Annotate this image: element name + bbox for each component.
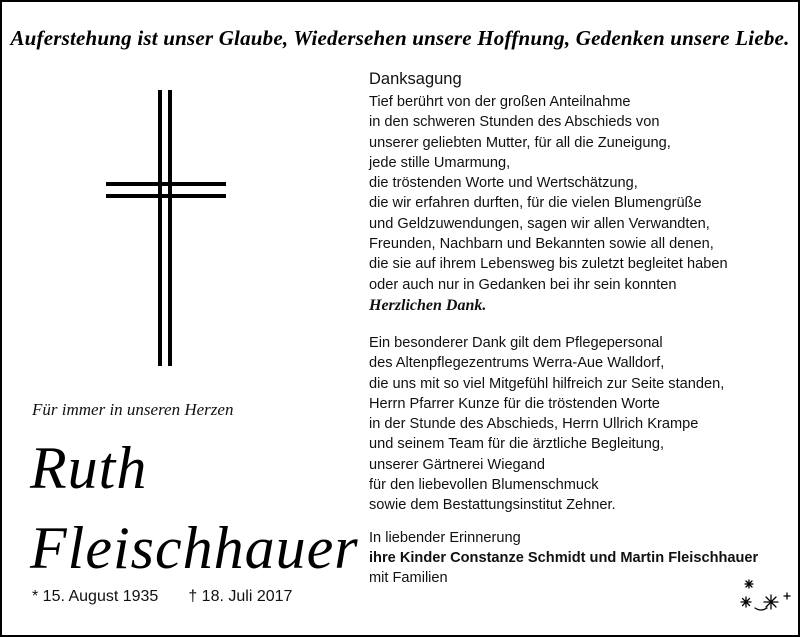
text-line: die sie auf ihrem Lebensweg bis zuletzt begleitet haben (369, 256, 728, 273)
text-line: oder auch nur in Gedanken bei ihr sein konnten (369, 276, 677, 293)
text-line: des Altenpflegezentrums Werra-Aue Walldorf, (369, 355, 665, 372)
thanks-paragraph-2 (369, 333, 789, 516)
text-line: Freunden, Nachbarn und Bekannten sowie all denen, (369, 236, 714, 253)
children-signature: ihre Kinder Constanze Schmidt und Martin Fleischhauer (369, 549, 759, 566)
text-line: die uns mit so viel Mitgefühl hilfreich zur Seite standen, (369, 375, 725, 392)
thanks-section (369, 68, 789, 589)
text-line: und Geldzuwendungen, sagen wir allen Verwandten, (369, 215, 710, 232)
heartfelt-thanks: Herzlichen Dank. (369, 296, 487, 314)
deceased-last-name: Fleischhauer (30, 515, 359, 581)
text-line: unserer geliebten Mutter, für all die Zuneigung, (369, 134, 671, 151)
motto: Auferstehung ist unser Glaube, Wiedersehen unsere Hoffnung, Gedenken unsere Liebe. (10, 26, 790, 50)
death-date: † 18. Juli 2017 (188, 588, 293, 605)
text-line: für den liebevollen Blumenschmuck (369, 477, 599, 494)
text-line: sowie dem Bestattungsinstitut Zehner. (369, 497, 616, 514)
text-line: die tröstenden Worte und Wertschätzung, (369, 175, 638, 192)
thanks-paragraph-1 (369, 92, 789, 295)
memorial-phrase: Für immer in unseren Herzen (32, 400, 234, 419)
birth-date: * 15. August 1935 (32, 588, 159, 605)
deceased-first-name: Ruth (30, 435, 148, 501)
closing-families: mit Familien (369, 570, 448, 587)
text-line: unserer Gärtnerei Wiegand (369, 456, 546, 473)
text-line: in der Stunde des Abschieds, Herrn Ullrich Krampe (369, 416, 699, 433)
thanks-heading: Danksagung (369, 70, 462, 88)
flower-ornament-icon (737, 578, 793, 616)
text-line: und seinem Team für die ärztliche Begleitung, (369, 436, 665, 453)
life-dates (32, 588, 292, 606)
text-line: Herrn Pfarrer Kunze für die tröstenden Worte (369, 395, 660, 412)
text-line: jede stille Umarmung, (369, 154, 511, 171)
closing-line: In liebender Erinnerung (369, 529, 521, 546)
cross-icon (106, 90, 226, 366)
text-line: in den schweren Stunden des Abschieds von (369, 114, 660, 131)
closing (369, 528, 789, 589)
text-line: Tief berührt von der großen Anteilnahme (369, 94, 631, 110)
text-line: Ein besonderer Dank gilt dem Pflegepersonal (369, 334, 663, 351)
text-line: die wir erfahren durften, für die vielen Blumengrüße (369, 195, 702, 212)
